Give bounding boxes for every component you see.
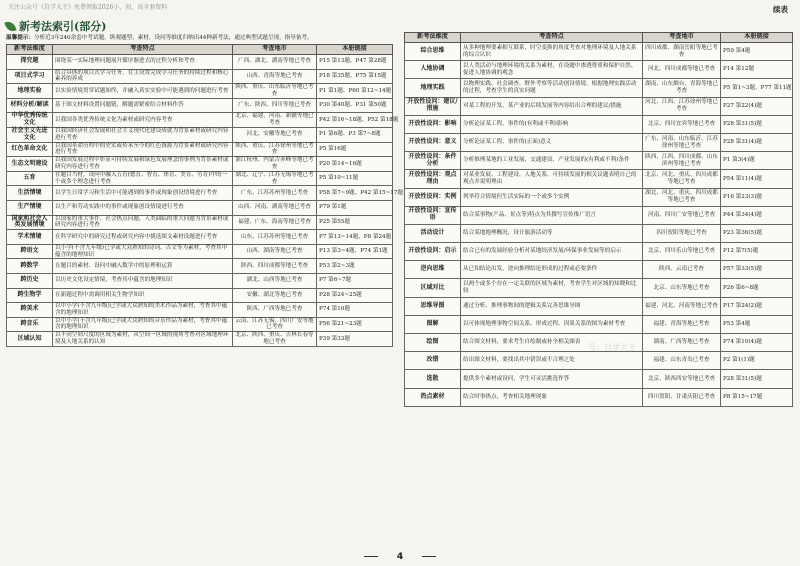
cell-cities: 四川贺阳、甘肃庆阳已考查	[643, 388, 721, 406]
cell-dimension: 生态文明建设	[7, 157, 53, 172]
cell-link: P13 第3~4题、P74 第1题	[317, 244, 393, 259]
cell-feature: 以我国各类优秀传统文化为素材或研究内容考查	[53, 113, 233, 128]
cell-cities: 四川贺阳等地已考查	[643, 224, 721, 242]
section-heading	[6, 18, 392, 34]
cell-feature: 对某工程的开发、某产业的后续发展等内容给出合理的建议/措施	[461, 97, 643, 115]
table-row	[405, 224, 793, 242]
cell-link: P1 第1题、P60 第12~14题	[317, 84, 393, 99]
table-row	[7, 142, 393, 157]
cell-feature: 从多种地理要素相互联系，时空变换的角度考查对地理环境及人地关系的综合认识	[461, 43, 643, 61]
col-header-feature: 考查特点	[461, 33, 643, 43]
table-row	[7, 317, 393, 332]
cell-feature: 以实验情境贯穿试题始终，并融入真实实验中可能遇到的问题进行考查	[53, 84, 233, 99]
cell-feature: 通过分析、推理事物间的逻辑关系完善思维导图	[461, 297, 643, 315]
table-row	[7, 273, 393, 288]
cell-link: P54 第11(4)题	[721, 170, 793, 188]
cell-cities: 河北、四川成都等地已考查	[643, 61, 721, 79]
cell-cities: 福建、广东、海南等地已考查	[233, 215, 317, 230]
cell-cities: 福建、河北、河南等地已考查	[643, 297, 721, 315]
cell-link: P74 第10(4)题	[721, 334, 793, 352]
cell-dimension: 活动设计	[405, 224, 461, 242]
cell-dimension: 区域认知	[7, 332, 53, 347]
cell-cities: 浙江杭州、内蒙古赤峰等地已考查	[233, 157, 317, 172]
cell-cities: 河北、江西、江苏徐州等地已考查	[643, 97, 721, 115]
intro-text: 分析近3年240余套中考试题，纵观题型、素材，设问等维度归纳出44种新考法，通过典型试题呈现，指导备考。	[33, 35, 313, 41]
table-row	[405, 170, 793, 188]
cell-feature: 结合某事物(产品、景点等)特点为其撰写宣传推广语言	[461, 206, 643, 224]
cell-link: P58 第7~9题、P42 第15~17题	[317, 186, 393, 201]
table-row	[7, 230, 393, 245]
cell-link: P39 第33题	[317, 332, 393, 347]
table-row	[405, 79, 793, 97]
cell-cities: 山东、江苏苏州等地已考查	[233, 230, 317, 245]
cell-cities: 山西、湖南等地已考查	[233, 244, 317, 259]
cell-feature: 提供多个素材或设问，学生可灵活挑选作答	[461, 370, 643, 388]
cell-dimension: 开放性设问：宣传语	[405, 206, 461, 224]
table-row	[405, 206, 793, 224]
cell-feature: 在题目当材，设问中融入五育(德育、智育、体育、美育、劳育)中的一个或多个理念进行考查	[53, 171, 233, 186]
cell-cities: 湖南、山东烟台、青海等地已考查	[643, 79, 721, 97]
cell-link: P44 第34(4)题	[721, 206, 793, 224]
cell-feature: 围绕某一实际地理问题展开循序渐进式的过程分析和考查	[53, 55, 233, 70]
cell-feature: 以物理实践、社会调查、野外考察等活动创设情境，根据地理实践活动的过程，考查学生的真实问题	[461, 79, 643, 97]
table-row	[405, 370, 793, 388]
cell-cities: 云南、江苏无锡、四川广安等地已考查	[233, 317, 317, 332]
cell-cities: 湖南、广西等地已考查	[643, 334, 721, 352]
cell-link: P26 第6~8题	[721, 279, 793, 297]
table-row	[7, 244, 393, 259]
table-row	[7, 127, 393, 142]
cell-link: P57 第33(5)题	[721, 261, 793, 279]
cell-cities: 安徽、湖北等地已考查	[233, 288, 317, 303]
table-row	[7, 113, 393, 128]
cell-dimension: 开放性设问：条件分析	[405, 152, 461, 170]
cell-link: P53 第2~3题	[317, 259, 393, 274]
cell-feature: 分析推理某地的工业发展、交通建设、产业发展的(有利或不利)条件	[461, 152, 643, 170]
cell-cities: 陕西、四川成都等地已考查	[233, 259, 317, 274]
cell-feature: 以不同空间尺度的区域为素材，从空间一区域的视角考查对区域地理环境及人地关系的认知	[53, 332, 233, 347]
table-row	[405, 261, 793, 279]
cell-dimension: 项目式学习	[7, 69, 53, 84]
cell-feature: 以中小学(不含九年级)已学或大众熟知的美术作品为素材，考查其中蕴含的地理知识	[53, 303, 233, 318]
cell-cities: 陕西、重庆、山东临沂等地已考查	[233, 84, 317, 99]
cell-feature: 以历史文化设定情境，考查其中蕴含的地理知识	[53, 273, 233, 288]
table-row	[7, 69, 393, 84]
cell-cities: 陕西、云南已考查	[643, 261, 721, 279]
cell-link: P59 第4题	[721, 43, 793, 61]
cell-feature: 分析论证某工程、事件的(有利或不利)影响	[461, 115, 643, 133]
cell-link: P28 第31(5)题	[721, 370, 793, 388]
table-row	[7, 259, 393, 274]
table-header-row	[405, 33, 793, 43]
cell-dimension: 材料分析/解读	[7, 98, 53, 113]
col-header-cities: 考查地市	[643, 33, 721, 43]
col-header-dimension: 新考法维度	[7, 45, 53, 55]
cell-link: P5 第16题	[317, 142, 393, 157]
cell-feature: 结合时事热点，考查相关地理现象	[461, 388, 643, 406]
cell-feature: 在新题过程中需调用相关生物学知识	[53, 288, 233, 303]
left-column	[6, 18, 404, 347]
cell-dimension: 人地协调	[405, 61, 461, 79]
table-row	[7, 98, 393, 113]
cell-dimension: 五育	[7, 171, 53, 186]
cell-feature: 以人类活动与地理环境的关系为素材，在设题中渗透尊重和保护自然、促进人地协调的观念	[461, 61, 643, 79]
table-row	[405, 61, 793, 79]
cell-link: P18 第35题、P75 第15题	[317, 69, 393, 84]
cell-link: P2 第1(1)题	[721, 352, 793, 370]
cell-dimension: 开放性设问：观点理由	[405, 170, 461, 188]
cell-link: P16 第23(3)题	[721, 188, 793, 206]
col-header-link: 本册链接	[721, 33, 793, 43]
table-row	[7, 200, 393, 215]
col-header-dimension: 新考法维度	[405, 33, 461, 43]
col-header-feature: 考查特点	[53, 45, 233, 55]
cell-cities: 北京、福建、河南、新疆等地已考查	[233, 113, 317, 128]
table-row	[405, 152, 793, 170]
cell-feature: 从已知结论出发，逆向推理结论形成的过程或必要条件	[461, 261, 643, 279]
cell-link: P15 第13题、P47 第28题	[317, 55, 393, 70]
table-row	[7, 157, 393, 172]
cell-dimension: 选散	[405, 370, 461, 388]
cell-dimension: 国家和社会人类发展情境	[7, 215, 53, 230]
cell-link: P5 第10~11题	[317, 171, 393, 186]
cell-dimension: 开放性设问：建议/措施	[405, 97, 461, 115]
cell-feature: 以可体现地理事物空间关系、形成过程、因果关系的图为素材考查	[461, 315, 643, 333]
cell-link: P42 第16~18题、P52 第18题	[317, 113, 393, 128]
cell-dimension: 跨音乐	[7, 317, 53, 332]
cell-dimension: 跨历史	[7, 273, 53, 288]
cell-link: P7 第6~7题	[317, 273, 393, 288]
table-row	[7, 84, 393, 99]
table-row	[7, 303, 393, 318]
cell-link: P28 第24~25题	[317, 288, 393, 303]
cell-feature: 对某业发展、工程建设、人地关系、可持续发展的相关议题表明自己的观点并说明理由	[461, 170, 643, 188]
cell-cities: 广东、江苏苏州等地已考查	[233, 186, 317, 201]
cell-cities: 福建、青海等地已考查	[643, 315, 721, 333]
cell-feature: 基于图文材料设置问题链，解题需紧密结合材料作答	[53, 98, 233, 113]
cell-dimension: 开放性设问：影响	[405, 115, 461, 133]
cell-dimension: 逆向思维	[405, 261, 461, 279]
table-body-left	[7, 55, 404, 347]
cell-feature: 以学生日常学习和生活中可能遇到的事件或现象创设情境进行考查	[53, 186, 233, 201]
table-row	[405, 297, 793, 315]
cell-link: P14 第12题	[721, 61, 793, 79]
cell-cities: 北京、陕西、重庆、吉林长春等地已考查	[233, 332, 317, 347]
cell-cities: 湖北、山西等地已考查	[233, 273, 317, 288]
cell-cities: 北京、河北、重庆、四川成都等地已考查	[643, 170, 721, 188]
table-row	[405, 43, 793, 61]
cell-dimension: 跨数学	[7, 259, 53, 274]
cell-feature: 结合具体的项目式学习任务，在主设置完成学习任务的持续过程和核心素养的养成	[53, 69, 233, 84]
page-number	[0, 552, 800, 562]
table-row	[405, 315, 793, 333]
cell-feature: 以小学(不含九年级)已学或大众熟知的诗词、古文等为素材，考查其中蕴含的地理知识	[53, 244, 233, 259]
cell-dimension: 生活情境	[7, 186, 53, 201]
table-row	[405, 188, 793, 206]
table-row	[7, 186, 393, 201]
cell-cities: 陕西、江西、四川成都、山东滨州等地已考查	[643, 152, 721, 170]
table-row	[7, 288, 393, 303]
cell-feature: 分析论证某工程、事件的(正面)意义	[461, 133, 643, 151]
cell-link: P25 第55题	[317, 215, 393, 230]
cell-link: P28 第31(4)题	[721, 133, 793, 151]
cell-feature: 结合图文材料，要求考生自绘制或补全相关图表	[461, 334, 643, 352]
cell-dimension: 地理实践	[405, 79, 461, 97]
table-row	[405, 388, 793, 406]
cell-link: P30 第40题、P31 第50题	[317, 98, 393, 113]
col-header-link: 本册链接	[317, 45, 393, 55]
cell-dimension: 中华优秀传统文化	[7, 113, 53, 128]
continued-label: 续表	[773, 5, 788, 14]
cell-feature: 以我国发展过程中彰显可持续发展和绿色发展理念的事例为背景素材或研究内容进行考查	[53, 157, 233, 172]
cell-feature: 以中小学(不含九年级)已学或大众熟知的音乐作品为素材，考查其中蕴含的地理知识	[53, 317, 233, 332]
table-row	[405, 243, 793, 261]
table-row	[405, 133, 793, 151]
cell-dimension: 绘图	[405, 334, 461, 352]
intro-note	[6, 35, 392, 42]
cell-cities: 河南、四川广安等地已考查	[643, 206, 721, 224]
cell-link: P27 第22(4)题	[721, 97, 793, 115]
cell-cities: 山西、青海等地已考查	[233, 69, 317, 84]
cell-dimension: 区域对比	[405, 279, 461, 297]
cell-link: P20 第14~16题	[317, 157, 393, 172]
cell-dimension: 红色革命文化	[7, 142, 53, 157]
cell-dimension: 跨美术	[7, 303, 53, 318]
top-note: 关注公众号《自学大王》免费领取2026小、初、高全套资料	[8, 4, 168, 11]
cell-cities: 北京、四川宜宾等地已考查	[643, 115, 721, 133]
leaf-icon	[4, 19, 16, 32]
cell-link: P12 第7(5)题	[721, 243, 793, 261]
table-row	[7, 55, 393, 70]
cell-cities: 北京、四川乐山等地已考查	[643, 243, 721, 261]
cell-link: P1 第6题、P3 第7~8题	[317, 127, 393, 142]
cell-feature: 给出图文材料，要找出其中错误或不合理之处	[461, 352, 643, 370]
cell-dimension: 社会主义先进文化	[7, 127, 53, 142]
col-header-cities: 考查地市	[233, 45, 317, 55]
cell-link: P1 第3(4)题	[721, 152, 793, 170]
cell-cities: 湖北、辽宁、江苏无锡等地已考查	[233, 171, 317, 186]
index-table-left	[6, 44, 404, 347]
cell-link: P8 第15~17题	[721, 388, 793, 406]
table-row	[405, 279, 793, 297]
cell-feature: 以我国经济社会发展和社会主义现代化建设成就为背景素材或研究内容进行考查	[53, 127, 233, 142]
cell-cities: 河北、安徽等地已考查	[233, 127, 317, 142]
cell-cities: 广西、湖北、湖南等地已考查	[233, 55, 317, 70]
cell-feature: 以国家的重大事件、社会热点问题、人类面临的重大问题为背景素材或研究内容进行考查	[53, 215, 233, 230]
cell-cities: 广东、陕西、四川等地已考查	[233, 98, 317, 113]
cell-dimension: 生产情境	[7, 200, 53, 215]
cell-dimension: 跨语文	[7, 244, 53, 259]
cell-dimension: 热点素材	[405, 388, 461, 406]
cell-cities: 北京、陕西西安等地已考查	[643, 370, 721, 388]
cell-feature: 结合某地地理概况，设计旅游活动等	[461, 224, 643, 242]
cell-link: P5 第1~3题、P77 第11题	[721, 79, 793, 97]
cell-link: P7 第13~14题、P8 第24题	[317, 230, 393, 245]
cell-dimension: 学术情境	[7, 230, 53, 245]
cell-dimension: 思维导图	[405, 297, 461, 315]
table-header-row	[7, 45, 393, 55]
cell-dimension: 跨生物学	[7, 288, 53, 303]
table-row	[7, 171, 393, 186]
cell-link: P79 第1题	[317, 200, 393, 215]
table-row	[405, 352, 793, 370]
table-row	[405, 115, 793, 133]
table-row	[7, 215, 393, 230]
cell-feature: 列举符合情境但生活实际的一个或多个实例	[461, 188, 643, 206]
cell-dimension: 综合思维	[405, 43, 461, 61]
watermark: 号：自学大王	[588, 343, 636, 352]
cell-dimension: 开放性设问：意义	[405, 133, 461, 151]
cell-feature: 在题目的素材、设问中融入数学中的原理和运算	[53, 259, 233, 274]
cell-dimension: 改错	[405, 352, 461, 370]
cell-cities: 北京、山东等地已考查	[643, 279, 721, 297]
cell-cities: 陕西、重庆、江苏徐州等地已考查	[233, 142, 317, 157]
cell-dimension: 探究题	[7, 55, 53, 70]
cell-link: P56 第21~23题	[317, 317, 393, 332]
cell-feature: 结合已有的发展经验分析对某地经济发展/环保事业发展等的启示	[461, 243, 643, 261]
cell-link: P74 第10题	[317, 303, 393, 318]
cell-dimension: 开放性设问：实例	[405, 188, 461, 206]
cell-cities: 陕西、广西等地已考查	[233, 303, 317, 318]
cell-cities: 广东、河南、山东临沂、江苏徐州等地已考查	[643, 133, 721, 151]
table-row	[405, 97, 793, 115]
cell-cities: 福建、山东青岛已考查	[643, 352, 721, 370]
cell-cities: 湖北、河北、重庆、四川成都等地已考查	[643, 188, 721, 206]
table-row	[7, 332, 393, 347]
cell-link: P23 第36(5)题	[721, 224, 793, 242]
cell-dimension: 地理实验	[7, 84, 53, 99]
cell-link: P53 第4题	[721, 315, 793, 333]
cell-link: P17 第24(2)题	[721, 297, 793, 315]
cell-feature: 以两个或多个存在一定关联的区域为素材，考查学生对区域的知晓和比较	[461, 279, 643, 297]
page-number-value: 4	[396, 552, 404, 562]
cell-feature: 以我国革命历程中的史实或传承至今的红色資源为背景素材或研究内容进行考查	[53, 142, 233, 157]
cell-link: P28 第31(5)题	[721, 115, 793, 133]
cell-cities: 四川成都、湖南岳阳等地已考查	[643, 43, 721, 61]
cell-dimension: 开放性设问：启示	[405, 243, 461, 261]
intro-label: 温馨提示：	[6, 35, 34, 41]
cell-cities: 山西、河南、湖南等地已考查	[233, 200, 317, 215]
cell-dimension: 图解	[405, 315, 461, 333]
cell-feature: 以生产和劳动实践中的事件或现象创设情境进行考查	[53, 200, 233, 215]
section-title: 新考法索引(部分)	[19, 20, 107, 33]
cell-feature: 在科学研究中的研究过程或研究内容中挑选图文素材设题进行考查	[53, 230, 233, 245]
